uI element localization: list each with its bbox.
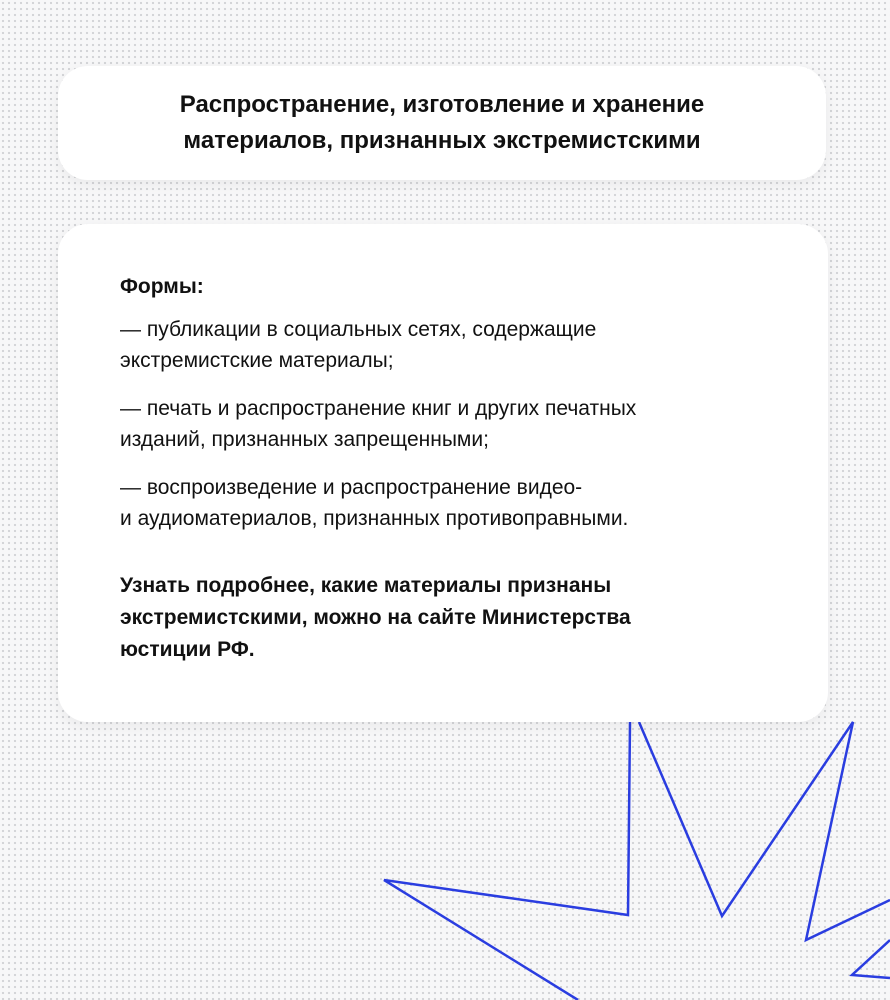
page-title: Распространение, изготовление и хранение материалов, признанных экстремистскими	[179, 91, 705, 154]
ministry-note: Узнать подробнее, какие материалы признаны экстремистскими, можно на сайте Министерства юстиции РФ.	[120, 574, 631, 661]
content-card	[58, 224, 828, 722]
form-item-social: — публикации в социальных сетях, содержащие экстремистские материалы;	[120, 318, 597, 372]
form-item-print: — печать и распространение книг и других печатных изданий, признанных запрещенными;	[120, 397, 637, 451]
form-item-media: — воспроизведение и распространение видео- и аудиоматериалов, признанных противоправными.	[120, 476, 629, 530]
title-card	[58, 66, 826, 180]
forms-heading: Формы:	[120, 275, 204, 298]
